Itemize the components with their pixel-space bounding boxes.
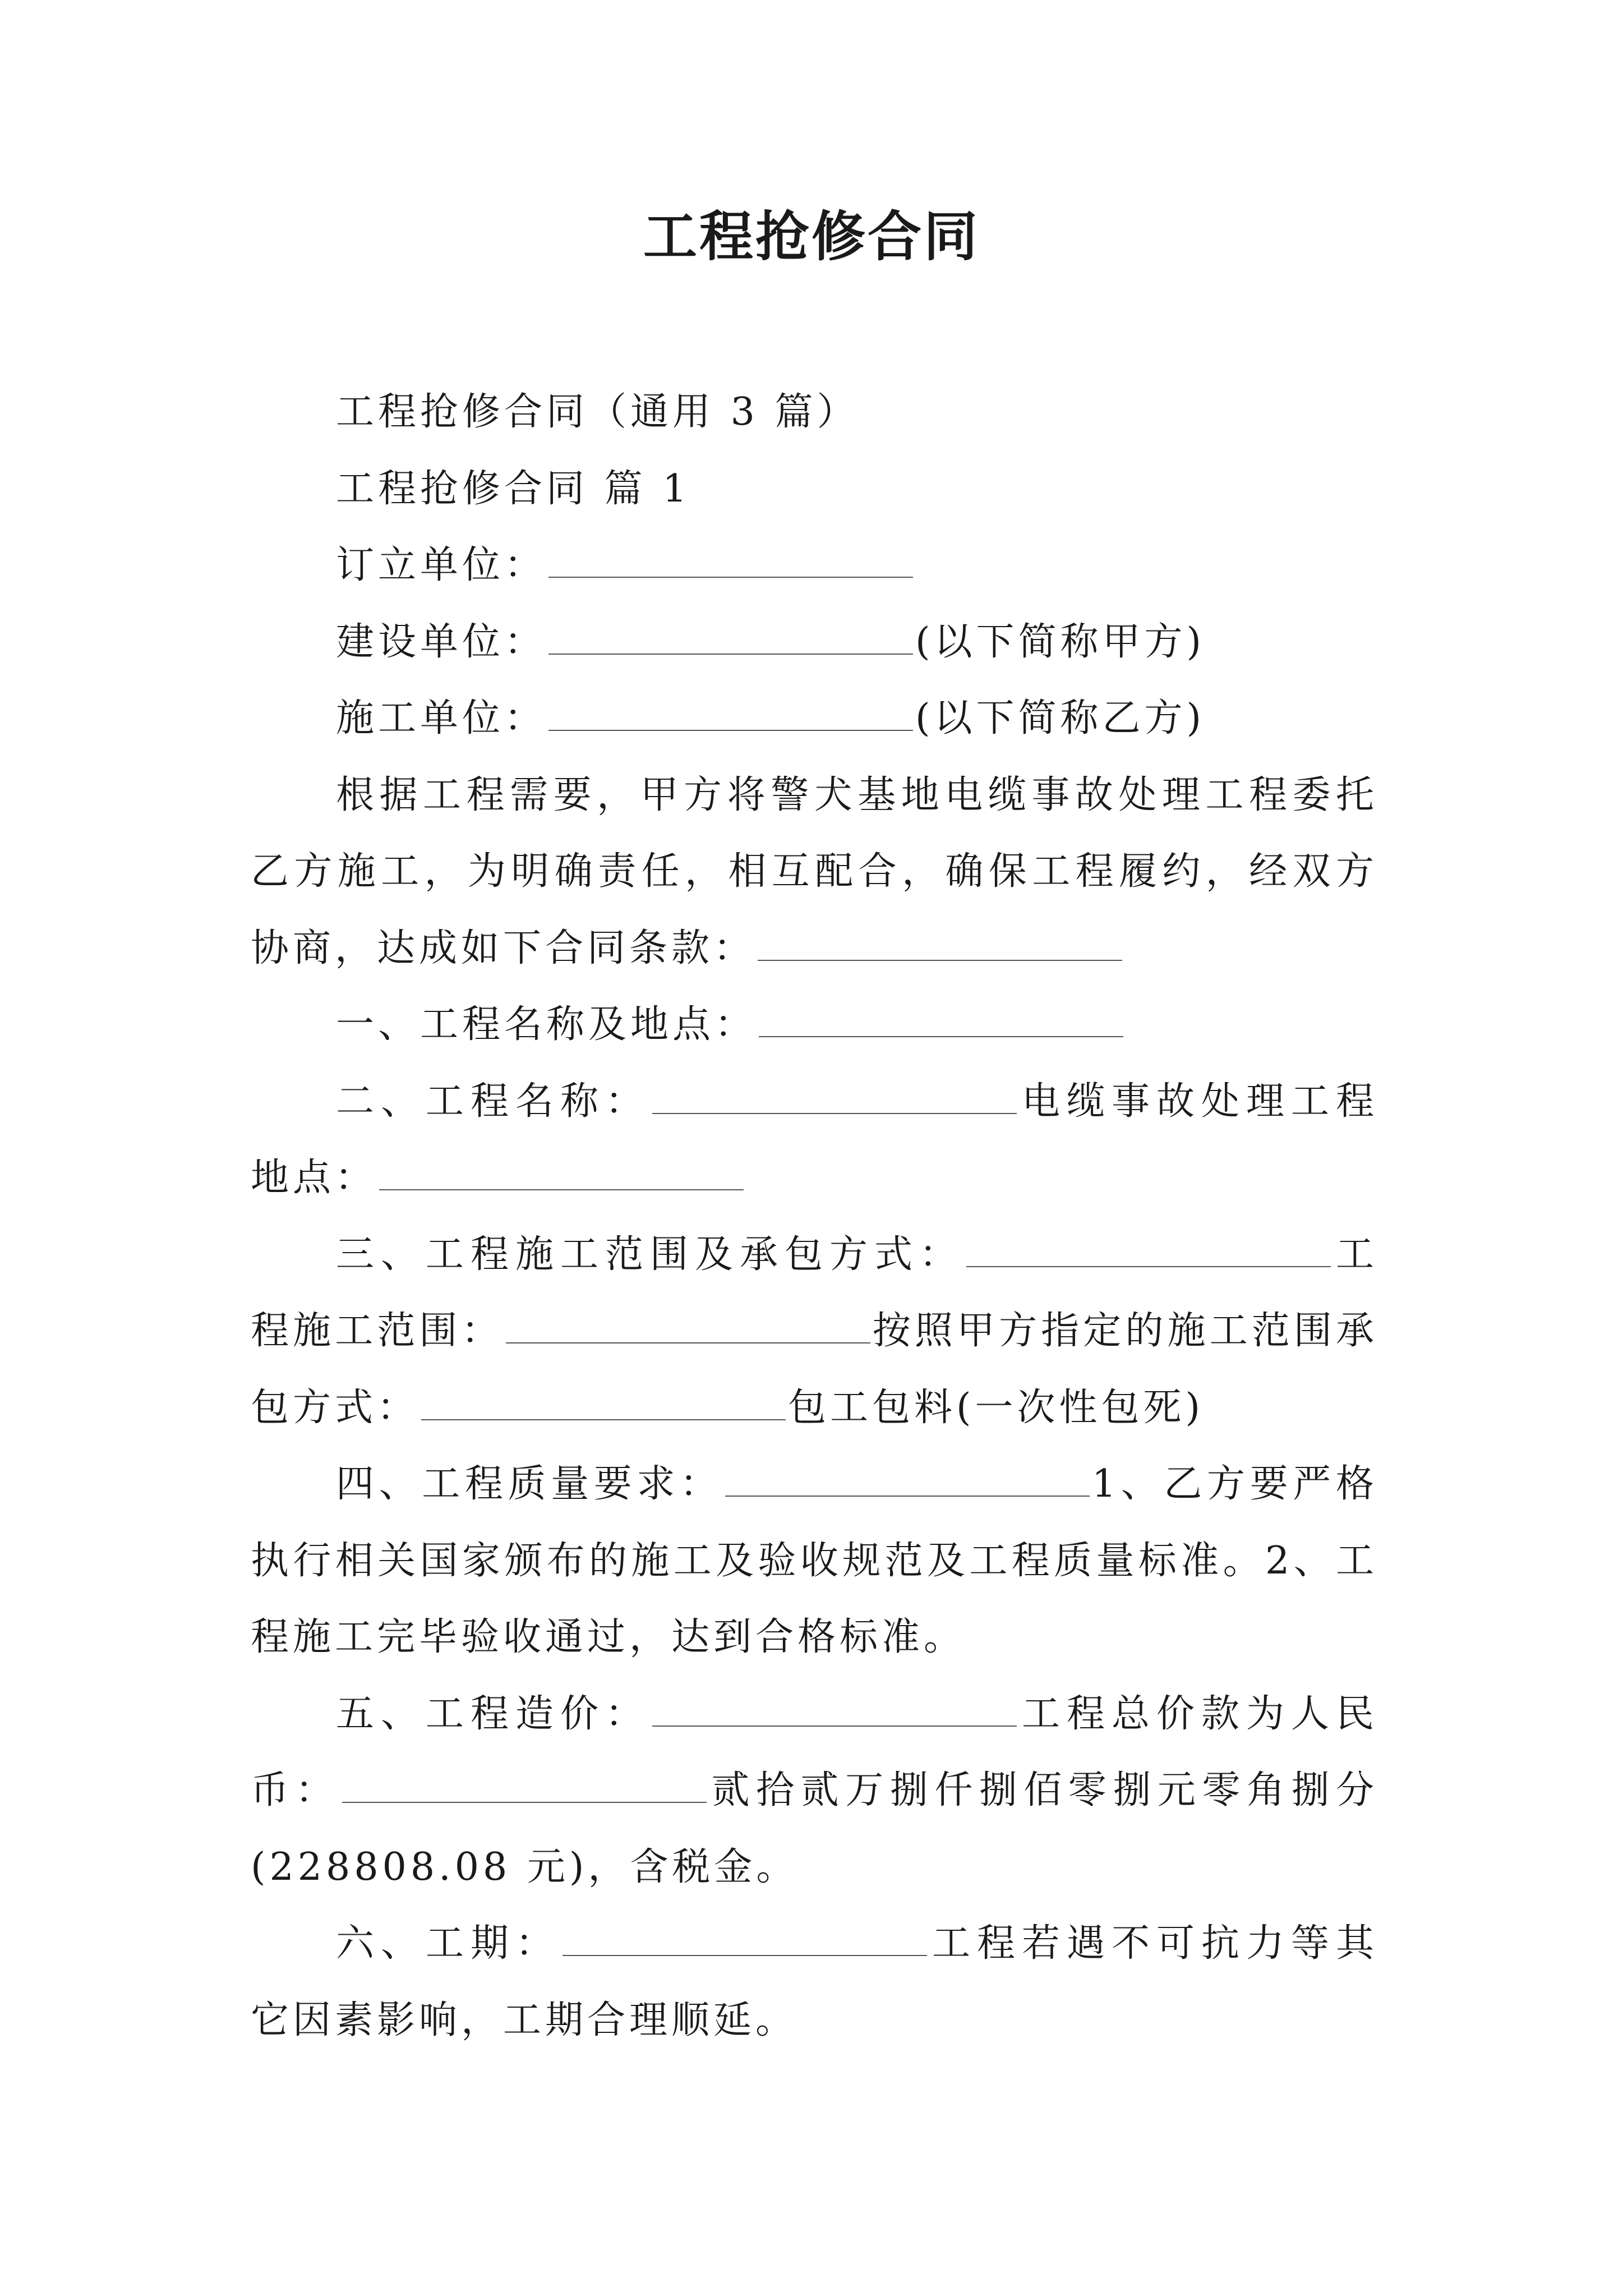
- clause1-label: 一、工程名称及地点：: [336, 1002, 757, 1047]
- owner-blank: [548, 622, 913, 655]
- document-title: 工程抢修合同: [643, 205, 980, 268]
- clause4-paragraph: [251, 1446, 1378, 1676]
- clause6-paragraph: [251, 1906, 1378, 2059]
- clause5-blank: [652, 1694, 1017, 1727]
- clause1-paragraph: [251, 987, 1378, 1064]
- subtitle-paragraph: [251, 374, 1378, 451]
- owner-label: 建设单位：: [336, 619, 547, 664]
- clause2-location-blank: [379, 1158, 744, 1190]
- clause3-scope-label: 工程施工范围：: [251, 1232, 1378, 1353]
- clause6-blank: [562, 1924, 927, 1956]
- intro-paragraph: [251, 757, 1378, 987]
- clause5-price-blank: [342, 1770, 707, 1803]
- signing-unit-label: 订立单位：: [336, 543, 547, 587]
- signing-unit-blank: [548, 545, 913, 578]
- section-heading-paragraph: [251, 451, 1378, 528]
- clause2-blank: [652, 1082, 1017, 1114]
- clause3-method-blank: [421, 1388, 786, 1420]
- clause3-label: 三、工程施工范围及承包方式：: [336, 1232, 964, 1277]
- clause2-paragraph: [251, 1064, 1378, 1217]
- signing-unit-paragraph: [251, 527, 1378, 604]
- intro-text: 根据工程需要，甲方将警犬基地电缆事故处理工程委托乙方施工，为明确责任，相互配合，确保工程履约，经双方协商，达成如下合同条款：: [251, 772, 1378, 970]
- clause4-blank: [725, 1464, 1090, 1497]
- owner-suffix: (以下简称甲方): [915, 619, 1206, 664]
- clause2-label: 二、工程名称：: [336, 1079, 650, 1124]
- clause6-label: 六、工期：: [336, 1921, 560, 1966]
- clause2-value: 电缆事故处理工程: [1019, 1079, 1378, 1124]
- clause5-price-label: 工程总价款为人民币：: [251, 1691, 1378, 1812]
- section-heading: 工程抢修合同 篇 1: [336, 466, 691, 511]
- clause3-scope-blank: [506, 1311, 870, 1343]
- clause3-method-label: 承包方式：: [251, 1309, 1378, 1430]
- document-body: [251, 374, 1378, 2059]
- clause4-label: 四、工程质量要求：: [336, 1462, 723, 1506]
- clause3-paragraph: [251, 1217, 1378, 1447]
- clause2-location-label: 地点：: [251, 1156, 377, 1200]
- intro-blank: [758, 928, 1122, 961]
- clause3-method-value: 包工包料(一次性包死): [788, 1385, 1205, 1430]
- clause5-label: 五、工程造价：: [336, 1691, 650, 1736]
- clause4-text: 1、乙方要严格执行相关国家颁布的施工及验收规范及工程质量标准。2、工程施工完毕验收通过，达到合格标准。: [251, 1462, 1378, 1659]
- subtitle: 工程抢修合同（通用 3 篇）: [336, 390, 859, 434]
- contractor-paragraph: [251, 680, 1378, 757]
- owner-paragraph: [251, 604, 1378, 681]
- clause5-price-value: 贰拾贰万捌仟捌佰零捌元零角捌分(228808.08 元)，含税金。: [251, 1768, 1378, 1889]
- clause1-blank: [759, 1005, 1123, 1037]
- contractor-suffix: (以下简称乙方): [915, 696, 1206, 740]
- contractor-blank: [548, 698, 913, 731]
- clause3-scope-value: 按照甲方指定的施工范围: [872, 1309, 1336, 1353]
- clause6-text: 工程若遇不可抗力等其它因素影响，工期合理顺延。: [251, 1921, 1378, 2042]
- contractor-label: 施工单位：: [336, 696, 547, 740]
- clause5-paragraph: [251, 1676, 1378, 1906]
- clause3-blank: [966, 1235, 1331, 1267]
